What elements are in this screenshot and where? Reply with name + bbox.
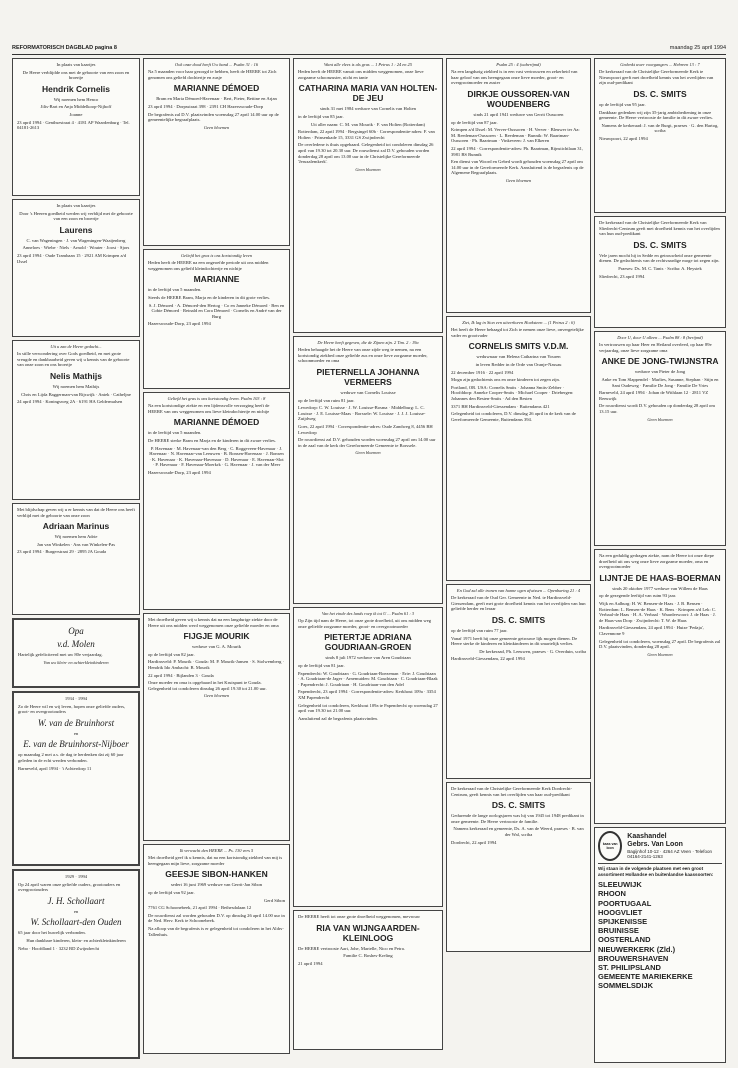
market-place-item: ST. PHILIPSLAND: [598, 963, 661, 973]
ad-addr: Goes, 22 april 1994 · Correspondentie-adres: Oude Zandweg 8, 4456 BH Lewedorp: [298, 423, 433, 435]
ad-sub: sedert 16 juni 1969 weduwe van Gerrit-Jan Sibon: [170, 882, 263, 888]
ad-text: Onze moeder en oma is opgebaard in het Kruispunt te Gouda. Gelegenheid tot condoleren dinsdag 26 april 19.30 tot 21.00 uur.: [148, 680, 267, 691]
cheese-firm-header: [598, 831, 722, 861]
ad-family: Anke en Tom Slappendel · Marlies, Susanne, Stephan · Stijn en Sani Oudeweg · Familie De Jong · Familie De Vries: [601, 376, 719, 388]
ad-verse: Van het einde des lands roep ik tot U ... Psalm 61 : 3: [321, 611, 415, 616]
ad-sig: Geen bloemen: [505, 177, 532, 183]
ad-text: Na een langdurig ziekbed is in een vast vertrouwen en zekerheid van haar geloof van ons heengegaan onze lieve moeder, groot- en overgrootmoeder en zuster: [451, 69, 578, 86]
ad-text: De begrafenis zal D.V. plaatsvinden woensdag 27 april 14.00 uur op de gemeentelijke begraafplaats.: [148, 111, 279, 123]
ad-name: PIETERNELLA JOHANNA VERMEERS: [316, 366, 420, 387]
obituary-page: [12, 58, 726, 1058]
market-place-item: GEMEENTE MARIEKERKE: [598, 972, 693, 982]
ad-addr: 23 april 1994 · Burgerstraat 29 · 2895 JA Gouda: [17, 549, 107, 555]
ad-addr: Hazerswoude-Dorp, 23 april 1994: [148, 321, 211, 327]
ad-name: Nelis Mathijs: [50, 370, 102, 381]
column-1: [12, 58, 140, 1058]
ad-opa-molen: [12, 618, 140, 688]
ad-family: Lewedorp: C. W. Louisse · J. W. Louisse-Bosma · Middelburg: L. C. Louisse · J. E. Louisse-Maas · Borssele: W. Louisse · J. J. J. Louisse-Zuijdweg: [298, 405, 426, 422]
ad-name: DIRKJE OUSSOREN-VAN WOUDENBERG: [467, 88, 570, 109]
ad-name: CORNELIS SMITS V.D.M.: [468, 341, 569, 352]
ad-addr: Dordrecht, 22 april 1994: [451, 839, 497, 845]
ad-age: op de gezegende leeftijd van ruim 93 jaar.: [599, 593, 677, 599]
ad-text: In stille verwondering over Gods goedheid, en met grote vreugde en dankbaarheid geven wij u kennis van de geboorte van onze zoon en ons broertje: [17, 351, 130, 368]
ad-age: op de leeftijd van 92 jaar.: [148, 889, 195, 895]
ad-text: De Heere verblijdde ons met de geboorte van een zoon en broertje: [22, 69, 130, 81]
ad-title: Opa: [68, 626, 84, 636]
ad-death-de-haas: [594, 549, 726, 824]
ad-death-smits-family: [446, 316, 591, 581]
ad-birth-hendrik: [12, 58, 140, 196]
ad-verse: Ook onze dood heeft Uw hand ... Psalm 31 : 16: [174, 62, 259, 67]
ad-name: J. H. Schollaart: [47, 895, 105, 906]
ad-addr: 22 april 1994 · Correspondentie-adres: Ph. Baartman, Rijnstichtlaan 31, 3981 BS Bunnik: [451, 145, 584, 157]
ad-text: op maandag 2 mei a.s. de dag te herdenken dat zij 60 jaar geleden in de echt werden verbonden.: [18, 752, 124, 763]
ad-name: GEESJE SIBON-HANKEN: [165, 869, 268, 880]
ad-text: Zo de Heere wil en wij leven, hopen onze geliefde ouders, groot- en overgrootouders: [18, 703, 126, 715]
ad-text: Na 5 maanden voor haar gezorgd te hebben, heeft de HEERE tot Zich genomen ons geliefd dochtertje en zusje: [148, 69, 277, 80]
ad-name: DS. C. SMITS: [633, 239, 687, 250]
ad-sig: Familie C. Boshes-Kreling: [343, 953, 393, 959]
ad-verse: Want alle vlees is als gras ... 1 Petrus 1 : 24 en 25: [324, 62, 412, 67]
ad-verse: Door U, door U alleen ... Psalm 88 : 8 (berijmd): [617, 335, 703, 340]
ad-text: Vele jaren mocht hij in Sedde en getrouwheid onze gemeente dienen. De gedachtenis van de rechtvaardige moge tot zegen zijn.: [599, 252, 720, 264]
ad-name: ANKE DE JONG-TWIJNSTRA: [601, 356, 719, 367]
ad-text: Mogn zijn gedachtenis ons en onze kinderen tot zegen zijn.: [451, 377, 560, 383]
ad-family: Papendrecht: W. Goudriaan · G. Goudriaan-Boezeman · Erie: J. Goudriaan · A. Goudriaan-de Jager · Arnemuiden: M. Goudriaan · C. Goudriaan-Blaak · Papendrecht: J. Goudriaan · H. Goudriaan-van den Adel: [298, 670, 438, 687]
ad-family: S. J. Démoed · A. Démoed-den Hertog · Co en Janneke Démoed · Ben en Cobie Démoed · Reinald en Cora Démoed · Cornelis en André van der Burg: [148, 302, 285, 319]
ad-text: Na een kortstondige ziekte en een lijdensvolle verzorging heeft de HEERE van ons weggenomen ons lieve kleindochtertje en nichtje: [148, 403, 270, 414]
ad-name: DS. C. SMITS: [491, 614, 546, 625]
ad-name: RIA VAN WIJNGAARDEN-KLEINLOOG: [316, 922, 420, 943]
ad-text: 65 jaar door het huwelijk verbonden.: [18, 930, 86, 936]
ad-text: Door 's Heeren goedheid werden wij verblijd met de geboorte van een zoon en broertje: [19, 210, 133, 222]
ad-title-name: v.d. Molen: [57, 639, 95, 649]
ad-age: op de leeftijd van 95 jaar.: [599, 101, 646, 107]
ad-verse: Geliefd het gras is ons kortstondig leven: [181, 253, 252, 258]
market-place-item: BROUWERSHAVEN: [598, 953, 669, 963]
ad-addr: Hardinxveld-Giessendam, 24 april 1994 · Huize 'Pedaja', Clavennone 9: [599, 625, 704, 636]
ad-verse: De Heere heeft gegeven, die de Zijnen zijn. 2 Tim. 2 : 19a: [317, 340, 419, 345]
ad-birth-nelis: [12, 340, 140, 500]
ad-head: Uit u zan de Heere gedacht...: [50, 344, 102, 349]
ad-death-smits-hardinxveld: [446, 584, 591, 779]
market-place-item: SPIJKENISSE: [598, 917, 648, 926]
firm-address: Bagijnhof 10-12 · 4264 AZ Veen · Telefoon 04164-2141-1263: [627, 848, 712, 859]
ad-text: Op 24 april waren onze geliefde ouders, grootouders en overgrootouders: [18, 881, 121, 893]
ad-sig: Aansluitend zal de begrafenis plaatsvinden.: [298, 715, 378, 721]
ad-text: Op Zijn tijd nam de Heere, tot onze grote droefheid, uit ons midden weg onze geliefde zorgzame moeder, groot- en overgrootmoeder: [298, 618, 432, 629]
ad-text: Heden heeft de HEERE vanuit ons midden weggenomen, onze lieve zorgzame schoonzuster, nicht en tante: [298, 69, 424, 80]
ad-text: De overledene is thuis opgebaard. Gelegenheid tot condoleren dinsdag 26 april van 19.30 tot 20.30 uur. De rouwdienst zal D.V. gehouden worden donderdag 28 april om 13.00 uur in de Christelijke Gereformeerde 'Jeruzalemkerk'.: [298, 142, 434, 165]
ad-text: De kerkeraad van de Christelijke Gereformeerde Kerk van Sliedrecht-Centrum geeft met droefheid kennis van het overlijden van hun oud-predikant: [599, 220, 720, 237]
ad-text: De kerkeraad van de Oud Ger. Gemeente in Ned. te Hardinxveld-Giessendam, geeft met grote droefheid kennis van het overlijden van hun geliefde herder en leraar: [451, 595, 586, 612]
ad-family: Hardinxveld: P. Mourik · Gouda: M. P. Mourik-Jansen · S. Stolwemberg · Hendrik Ido Ambacht: B. Mourik: [148, 659, 285, 670]
ad-addr: Papendrecht, 23 april 1994 · Correspondentie-adres: Kerkhout 109a · 3354 XM Papendrecht: [298, 689, 436, 700]
ad-head: In plaats van kaartjes: [56, 203, 96, 208]
market-place-item: RHOON: [598, 889, 626, 899]
ad-name: MARIANNE DÉMOED: [173, 83, 260, 94]
ad-years: 1934 · 1994: [64, 696, 88, 701]
ad-kaashandel-van-loon: [594, 827, 726, 1063]
ad-sig: Na afloop van de begrafenis is er gelegenheid tot condoleren in het Aldrs-Tallenhuis.: [148, 925, 284, 937]
ad-name: MARIANNE DÉMOED: [173, 417, 260, 428]
ad-sub: weduwe van Cornelis Louisse: [340, 389, 396, 395]
divider: [598, 863, 722, 864]
ad-text: Steeds de HEERE Bram, Marja en de kinderen in dit grote verlies.: [148, 294, 271, 300]
ad-sig: Geen bloemen: [203, 693, 230, 699]
ad-kids: Anneloes · Wiebe · Niels · Arnold · Wouter · Joost · Sjors: [22, 245, 130, 251]
ad-verse: Ziet, Ik lag in Sion een uitverkoren Hoeksteen ... (1 Petrus 2 : 6): [462, 320, 575, 325]
ad-death-goudriaan: [293, 607, 443, 907]
ad-addr: 7761 CG Schoonebeek, 21 april 1994 · Bethesdalaan 12: [148, 905, 252, 911]
ad-death-marianne-2: [143, 249, 290, 389]
ad-death-van-holten: [293, 58, 443, 333]
ad-addr: Hazerswoude-Dorp, 23 april 1994: [148, 469, 211, 475]
ad-death-marianne-3: [143, 392, 290, 610]
ad-sig: Geen bloemen: [647, 416, 673, 422]
ad-sibling: Joanne: [69, 111, 83, 117]
ad-parents: Bram en Maria Démoed-Havenaar · Bert, Pieter, Bettine en Arjan: [156, 96, 277, 102]
ad-name: LIJNTJE DE HAAS-BOERMAN: [599, 572, 721, 583]
ad-sig: Hun dankbare kinderen, klein- en achterkleinkinderen: [26, 937, 126, 943]
ad-sig: Geen bloemen: [647, 651, 673, 657]
ad-text: De kerkeraad van de Christelijke Gereformeerde Kerk Dordrecht-Centrum, geeft kennis van het overlijden van haar oud-predikant: [451, 786, 573, 797]
ad-text: Met blijdschap geven wij u er kennis van dat de Heere ons heeft verblijd met de geboorte van onze zoon: [17, 507, 135, 518]
ad-addr: 3371 BH Hardinxveld-Giessendam · Buitendams 421: [451, 403, 550, 409]
ad-text: Hartelijk gefeliciteerd met uw 80e verjaardag.: [18, 652, 103, 657]
column-2: [143, 58, 290, 1058]
firm-name: Gebrs. Van Loon: [627, 840, 683, 848]
market-place-item: OOSTERLAND: [598, 935, 651, 945]
ad-death-smits-nieuwpoort: [594, 58, 726, 213]
ad-sub: Wij noemen hem Adrie: [54, 534, 98, 540]
ad-text: Gelegenheid tot condoleren, woensdag 27 april. De begrafenis zal D.V. plaatsvinden, donderdag 28 april.: [599, 638, 721, 650]
ad-verse: Psalm 25 : 4 (oaberijmd): [496, 62, 541, 67]
ad-text: Heden heeft de HEERE na een ongeoefde periode uit ons midden weggenomen ons geliefd kleindochtertje en nichtje: [148, 260, 269, 271]
ad-birth-adriaan: [12, 503, 140, 615]
firm-type: Kaashandel: [627, 832, 667, 840]
ad-addr: Barneveld, 24 april 1994 · Johan de Withlaan 12 · 2811 VZ Reeuwijk: [599, 390, 709, 401]
ad-death-de-jong: [594, 331, 726, 546]
ad-age: op de leeftijd van ruim 77 jaar.: [451, 627, 508, 633]
ad-anniversary-schollaart: [12, 869, 140, 1059]
ad-addr: Nieuwpoort, 22 april 1994: [599, 135, 648, 141]
ad-family: Krimpen a/d IJssel: M. Verver-Oussoren · H. Verver · Bleuwer ter Aa: M. Reedeman-Oussoren · L. Reedeman · Bunnik: W. Baartman-Oussoren · Ph. Baartman · Vinkeveen: J. van Elkeren: [451, 127, 580, 144]
ad-sig: Van uw klein- en achterkleinkinderen: [43, 659, 109, 665]
ad-birth-laurens: [12, 199, 140, 337]
column-4: [446, 58, 591, 1058]
ad-text: De HEERE vertrooste Aart, Johe, Martelle, Nico en Petra.: [298, 945, 405, 951]
ad-family: Namens de kerkeraad: J. van de Burgt, praeses · G. den Hartog, scriba: [601, 122, 719, 134]
ad-text: De rouwdienst wordt D.V. gehouden op donderdag 28 april om 13.15 uur.: [599, 403, 715, 414]
ad-addr: Rotterdam, 22 april 1994 · Bergsingel 60b · Correspondentie-adres: F. van Holten · Prinsenkade 15, 3331 GS Zwijndrecht: [298, 129, 435, 140]
ad-text: Een dienst van Woord en Gebed wordt gehouden woensdag 27 april om 14.00 uur in de Gereformeerde Kerk. Aansluitend is de begrafenis op de Algemene Begraafplaats.: [451, 159, 584, 176]
ad-sub: Wij noemen hem Henco: [53, 96, 99, 102]
ad-family: Namens kerkeraad en gemeente, Ds. A. van de Weerd, praeses · B. van der Wal, scriba: [453, 826, 584, 837]
ad-text: In vertrouwen op haar Heer en Heiland overleed, op haar 89e verjaardag, onze lieve zorgzame oma: [599, 342, 712, 353]
ad-sub: weduwe van Pieter de Jong: [634, 369, 686, 375]
ad-sig: Geen bloemen: [355, 166, 381, 172]
ad-extra: in leven Redder in de Orde van Oranje-Nassau: [475, 361, 562, 367]
ad-age: in de leeftijd van 85 jaar.: [298, 113, 344, 119]
ad-text: De HEERE sterke Bram en Marja en de kinderen in dit zware verlies.: [148, 437, 276, 443]
market-place-item: HOOGVLIET: [598, 907, 643, 917]
ad-and: en: [73, 908, 79, 914]
ad-text: Met droefheid geven wij u kennis dat na een langdurige ziekte door de Heere uit ons midden werd weggenomen onze geliefde moeder en oma: [148, 617, 279, 628]
ad-name: Laurens: [59, 224, 93, 235]
masthead-date: maandag 25 april 1994: [669, 45, 726, 51]
ad-text: De rouwdienst zal worden gehouden D.V. op dinsdag 26 april 14.00 uur in de Ned. Herv. Kerk te Schoonebeek.: [148, 912, 285, 924]
ad-family: P. Havenaar · M. Havenaar-van den Berg · C. Roggeveen-Havenaar · J. Havenaar · N. Havenaar-van Leeuwen · B. Bonsen-Havenaar · J. Bonsen · K. Havenaar · K. Havenaar-Havenaar · D. Havenaar · E. Havenaar-Slot · P. Havenaar · F. Havenaar-Moerkrk · G. Havenaar · J. van der Meer: [149, 445, 284, 468]
ad-sig: Gelegenheid tot condoleren, D.V. dinsdag 26 april in de kerk van de Gereformeerde Gemeente, Buitendams 394.: [451, 411, 576, 422]
ad-family: Praeses: Ds. M. C. Tanis · Scriba: A. Heystek: [618, 265, 702, 271]
masthead: [12, 44, 726, 55]
ad-name: E. van de Bruinhorst-Nijboer: [23, 739, 129, 750]
ad-sub: sinds 8 juli 1972 weduwe van Aren Goudriaan: [325, 655, 411, 661]
ad-text: Gelegenheid tot condoleren, Kerkhout 109a te Papendrecht op woensdag 27 april van 19.30 tot 21.00 uur.: [298, 702, 438, 714]
ad-sub: sinds 20 oktober 1977 weduwe van Willem de Haas: [612, 585, 708, 591]
ad-parents: C. van Wageningen · J. van Wageningen-Waaijenberg: [26, 237, 126, 243]
ad-name: FIJGJE MOURIK: [183, 631, 250, 642]
ad-sub: weduwe van G. A. Mourik: [192, 644, 241, 650]
column-5: [594, 58, 726, 1058]
ad-parents: Jan van Winkelen · Ans van Winkelen-Pas: [36, 541, 116, 547]
market-place-item: POORTUGAAL: [598, 898, 652, 908]
market-place-item: SOMMELSDIJK: [598, 981, 654, 991]
ad-family: Wijk en Aalburg: H. W. Bensen-de Haas · J. B. Bensen · Rotterdam: L. Bensen-de Haas · K. Bens · Krimpen a/d Lek: C. Verbaal-de Haas · H. A. Verbaal · Waarderwoort: J. de Haas · J. de Haas-van Dorp · Zwijndrecht: T. W. de Haas: [599, 600, 717, 623]
ad-death-mourik: [143, 613, 290, 841]
ad-death-oussoren: [446, 58, 591, 313]
ad-addr: 23 april 1994 · Dorpsstraat 398 · 2391 CH Hazerswoude-Dorp: [148, 103, 264, 109]
cheese-firm-text: [627, 833, 722, 860]
ad-name: DS. C. SMITS: [491, 800, 546, 811]
ad-addr: 22 april 1994 · Bijlanden 3 · Gouda: [148, 672, 214, 678]
ad-text: Het heeft de Heere behaagd tot Zich te nemen onze lieve, onvergetelijke vader en grootvader: [451, 327, 584, 338]
ad-age: op de leeftijd van 81 jaar.: [298, 662, 345, 668]
ad-addr: Hardinxveld-Giessendam, 22 april 1994: [451, 656, 525, 662]
ad-text: Na een geduldig gedragen ziekte, nam de Heere tot onze diepe droefheid uit ons weg onze lieve zorgzame moeder, oma en overgrootmoeder: [599, 553, 714, 570]
ad-verse: En God zal alle tranen van hunne ogen afwissen ... Openbaring 21 : 4: [456, 588, 581, 593]
ad-addr: Nebo · Hoofdland 1 · 3232 BD Zwijndrecht: [18, 945, 100, 951]
ad-death-sibon: [143, 844, 290, 1054]
ad-sig: Geen bloemen: [355, 450, 381, 456]
ad-age: op de leeftijd van ruim 81 jaar.: [298, 397, 355, 403]
ad-name: CATHARINA MARIA VAN HOLTEN-DE JEU: [298, 83, 438, 104]
ad-name: Adriaan Marinus: [42, 521, 110, 532]
ad-parents: Jilis-Bart en Anja Middelkoop-Nijhoff: [40, 104, 112, 110]
firm-text: Wij staan in de volgende plaatsen met een groot assortiment Hollandse en buitenlandse kaassoorten:: [598, 866, 714, 877]
ad-text: Gedurende de lange oorlogsjaren was hij van 1945 tot 1948 predikant in onze gemeente. De Heere vertrooste de familie.: [451, 813, 584, 824]
ad-and: en: [73, 730, 79, 736]
ad-name: DS. C. SMITS: [633, 88, 687, 99]
cheese-seal-icon: [598, 831, 622, 861]
ad-age: op de leeftijd van 87 jaar.: [451, 119, 498, 125]
ad-years: 1929 · 1994: [64, 874, 88, 879]
ad-sig: Geen bloemen: [203, 124, 230, 130]
ad-death-vermeers: [293, 336, 443, 604]
ad-age: in de leeftijd van 5 maanden.: [148, 430, 202, 436]
ad-name: PIETERTJE ADRIANA GOUDRIAAN-GROEN: [324, 632, 412, 653]
ad-verse: Gedenkt uwer voorgangers ... Hebreen 13 : 7: [620, 62, 700, 67]
ad-sub: weduwnaar van Helena Catharina van Youren: [476, 354, 561, 360]
ad-dates: 22 december 1916 · 22 april 1994: [451, 369, 514, 375]
ad-parents: Chris en Lijda Baggerman-van Rijswijk · Aniek · Catheljne: [21, 391, 131, 397]
ad-sig: Barneveld, april 1994 · 't Achterdorp 11: [18, 765, 92, 771]
ad-addr: 23 april 1994 · Oude Trambaan 15 · 2921 AM Krimpen a/d IJssel: [17, 252, 127, 264]
ad-death-van-wijngaarden: [293, 910, 443, 1050]
ad-death-smits-dordrecht: [446, 782, 591, 952]
ad-addr: 24 april 1994 · Koningsweg 2A · 6191 HA Geldermalsen: [17, 399, 123, 405]
column-3: [293, 58, 443, 1058]
ad-text: Vanaf 1971 heeft hij onze gemeente getrouwe lijk mogen dienen. De Heere sterke de kinderen en kleinkinderen in dit smartelijk verlies.: [451, 635, 578, 647]
ad-family: De kerkeraad, Ph. Leeuwen, praeses · G. Overduin, scriba: [479, 648, 586, 654]
market-place-item: BRUINISSE: [598, 926, 639, 936]
ad-family: Uit aller naam: C. M. van Mourik · F. van Holten (Rotterdam): [310, 121, 426, 127]
ad-family: Portland, OR. USA: Cornelis Smits · Johanna Smits-Zebber · Hoofddorp: Anneke Cooper-Smits · Michael Cooper · Driebergen: Johannes den Besten-Smits · Ad den Besten: [451, 384, 574, 401]
market-places-list: [598, 880, 722, 990]
ad-anniversary-bruinhorst: [12, 691, 140, 866]
ad-head: In plaats van kaartjes: [56, 62, 96, 67]
ad-text: De kerkeraad van de Christelijke Gereformeerde Kerk te Nieuwpoort geeft met droefheid kennis van het overlijden van zijn oud-predikant: [599, 69, 714, 86]
ad-death-marianne-1: [143, 58, 290, 246]
ad-name: W. Schollaart-den Ouden: [30, 917, 122, 928]
ad-text: Heden behaagde het de Heere van onze zijde weg te nemen, na een kortstondig ziekbed onze geliefde zus en onze lieve zorgzame moeder, schoonmoeder en oma: [298, 347, 428, 364]
ad-sub: sinds 21 april 1941 weduwe van Gerrit Oussoren: [473, 111, 564, 117]
ad-text: Dankbaar gedenken wij zijn 35-jarig ambtsbediening in onze gemeente. De Heere vertrooste de familie in dit zware verlies.: [599, 109, 713, 121]
market-place-item: NIEUWERKERK (Zld.): [598, 944, 676, 954]
ad-age: op de leeftijd van 82 jaar.: [148, 651, 195, 657]
ad-addr: 23 april 1994 · Genthsestraat 4 · 4181 AP Waardenburg · Tel. 04181-2613: [17, 119, 130, 131]
seal-text: kaas van loon: [602, 842, 618, 850]
ad-family: Gerd Sibon: [263, 897, 285, 903]
ad-name: MARIANNE: [193, 274, 240, 285]
ad-addr: Sliedrecht, 23 april 1994: [599, 273, 645, 279]
masthead-left: REFORMATORISCH DAGBLAD pagina 8: [12, 45, 117, 51]
ad-addr: 21 april 1994: [298, 960, 323, 966]
ad-text: De rouwdienst zal D.V. gehouden worden woensdag 27 april om 14.00 uur in de zaal van de kerk der Gereformeerde Gemeente te Borssele.: [298, 437, 436, 448]
ad-text: De HEERE heeft tot onze grote droefheid weggenomen, mevrouw: [298, 914, 421, 919]
ad-verse: Geliefd het gras is ons kortstondig leven. Psalm 103 : 8: [167, 396, 266, 401]
ad-name: W. van de Bruinhorst: [37, 717, 115, 728]
ad-age: in de leeftijd van 5 maanden.: [148, 287, 202, 293]
ad-death-smits-sliedrecht: [594, 216, 726, 328]
ad-sub: Wij noemen hem Mathijs: [52, 383, 100, 389]
ad-sub: sinds 31 mei 1984 weduwe van Cornelis van Holten: [320, 106, 416, 112]
market-place-item: SLEEUWIJK: [598, 880, 642, 890]
ad-verse: Ik verwacht den HEERE ... Ps. 130 vers 5: [179, 848, 254, 853]
ad-name: Hendrik Cornelis: [41, 83, 111, 94]
ad-text: Met droefheid geef ik u kennis, dat na een kortstondig ziekbed van mij is heengegaan mijn lieve, zorgzame moeder: [148, 855, 283, 866]
